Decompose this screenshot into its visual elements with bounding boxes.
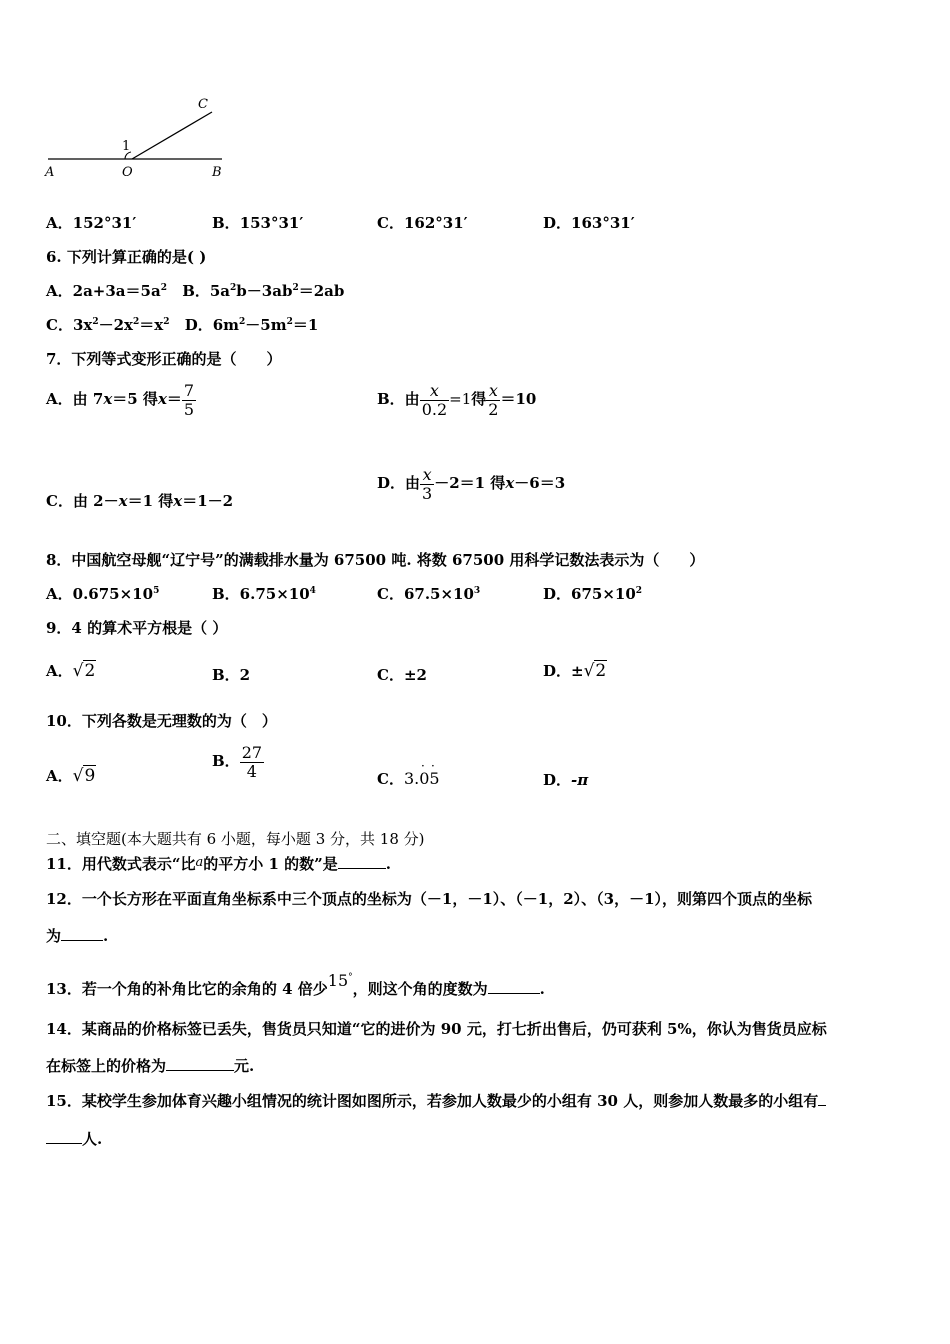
q7-option-c[interactable] bbox=[46, 490, 233, 511]
q10-a-prefix: A． bbox=[46, 767, 73, 785]
q11-var: a bbox=[195, 855, 204, 870]
q5-option-d[interactable] bbox=[543, 212, 635, 233]
q10-c-repeating-decimal bbox=[403, 759, 440, 788]
q6-d-sup2: 2 bbox=[286, 317, 293, 327]
q7-b-den1: 0.2 bbox=[421, 399, 448, 419]
q9-d-sqrt: √2 bbox=[583, 661, 607, 681]
q9-option-c[interactable]: C．±2 bbox=[377, 666, 427, 684]
q12-line1: 12．一个长方形在平面直角坐标系中三个顶点的坐标为（－1，－1）、（－1，2）、（3，－1），则第四个顶点的坐标 bbox=[46, 890, 813, 908]
q6-options-row2 bbox=[46, 314, 318, 335]
q6-b-text3: ＝2ab bbox=[298, 282, 345, 300]
q7-b-eq2: ＝10 bbox=[500, 390, 537, 409]
q7-d-var: x bbox=[505, 474, 515, 493]
q5-option-a[interactable] bbox=[46, 212, 136, 233]
q15-line2 bbox=[46, 1128, 102, 1149]
q6-option-d[interactable] bbox=[185, 316, 319, 334]
q10-b-den: 4 bbox=[240, 762, 264, 781]
q15-line2b: 人. bbox=[82, 1130, 103, 1148]
q12-line2b: . bbox=[103, 927, 109, 945]
q6-option-c[interactable] bbox=[46, 316, 169, 334]
q7-a-text2: ＝5 得 bbox=[112, 390, 158, 409]
label-c: C bbox=[198, 97, 208, 112]
q11-text2: 的平方小 1 的数”是 bbox=[203, 855, 338, 873]
q10-d-prefix: D． bbox=[543, 771, 572, 789]
q6-c-text3: ＝x bbox=[139, 316, 164, 334]
q7-b-text2: 得 bbox=[471, 390, 487, 409]
q10-option-d[interactable] bbox=[543, 769, 588, 790]
q8-b-sup: 4 bbox=[309, 586, 316, 596]
q7-a-text1: A．由 7 bbox=[46, 390, 104, 409]
q7-b-text1: B．由 bbox=[377, 390, 420, 409]
q7-d-text3: －6＝3 bbox=[514, 474, 566, 493]
q7-option-d[interactable] bbox=[377, 466, 565, 502]
q10-c-value: 3.05 bbox=[403, 769, 440, 788]
q6-options-row1 bbox=[46, 280, 344, 301]
q15-line1 bbox=[46, 1090, 826, 1111]
q7-c-var2: x bbox=[173, 492, 183, 510]
q6-option-a[interactable] bbox=[46, 282, 167, 300]
q7-a-var1: x bbox=[103, 390, 113, 409]
q9-a-prefix: A． bbox=[46, 662, 73, 680]
q9-d-rad: 2 bbox=[595, 661, 607, 681]
q6-b-sup1: 2 bbox=[230, 283, 237, 293]
q14-line1: 14．某商品的价格标签已丢失，售货员只知道“它的进价为 90 元，打七折出售后，仍可获利 5%，你认为售货员应标 bbox=[46, 1020, 827, 1038]
q6-d-sup1: 2 bbox=[239, 317, 246, 327]
q6-c-sup1: 2 bbox=[92, 317, 99, 327]
q6-b-sup2: 2 bbox=[292, 283, 299, 293]
q12-answer-blank[interactable] bbox=[61, 940, 103, 941]
q11-text1: 11．用代数式表示“比 bbox=[46, 855, 196, 873]
q14-line2 bbox=[46, 1055, 254, 1076]
q6-d-text3: ＝1 bbox=[292, 316, 319, 334]
q8-d-sup: 2 bbox=[635, 586, 643, 596]
q7-option-a[interactable] bbox=[46, 382, 196, 418]
q7-c-text1: C．由 2－ bbox=[46, 492, 119, 510]
q8-option-c[interactable] bbox=[377, 583, 480, 604]
label-1: 1 bbox=[122, 139, 131, 154]
q9-option-b[interactable]: B．2 bbox=[212, 666, 251, 684]
q9-stem: 9．4 的算术平方根是（ ） bbox=[46, 619, 228, 637]
q10-c-dot-2: · bbox=[430, 759, 435, 773]
q7-c-var1: x bbox=[118, 492, 128, 510]
q11 bbox=[46, 853, 391, 874]
q6-c-sup3: 2 bbox=[163, 317, 170, 327]
q13-num: 15 bbox=[327, 971, 349, 990]
q5-b-prefix: B． bbox=[212, 214, 240, 232]
q7-c-text2: ＝1 得 bbox=[127, 492, 174, 510]
q10-a-sqrt: √9 bbox=[72, 766, 96, 786]
q15-line1-text: 15．某校学生参加体育兴趣小组情况的统计图如图所示，若参加人数最少的小组有 30 人，则参加人数最多的小组有 bbox=[46, 1092, 819, 1110]
q6-b-text2: b－3ab bbox=[236, 282, 293, 300]
q10-stem: 10．下列各数是无理数的为（ ） bbox=[46, 712, 277, 730]
q7-d-text2: －2＝1 得 bbox=[434, 474, 506, 493]
q7-b-num2: x bbox=[488, 381, 498, 400]
q13-text1: 13．若一个角的补角比它的余角的 4 倍少 bbox=[46, 980, 328, 998]
q7-d-fraction bbox=[420, 466, 434, 502]
q6-c-text2: －2x bbox=[98, 316, 133, 334]
q8-c-sup: 3 bbox=[473, 586, 481, 596]
q6-a-sup: 2 bbox=[160, 283, 167, 293]
q9-a-rad: 2 bbox=[84, 661, 96, 681]
q13-angle bbox=[328, 971, 353, 990]
q6-d-text2: －5m bbox=[245, 316, 287, 334]
q5-option-b[interactable] bbox=[212, 212, 303, 233]
q9-a-sqrt: √2 bbox=[72, 661, 96, 681]
q7-b-num1: x bbox=[429, 381, 439, 400]
q7-b-fraction1 bbox=[420, 382, 449, 418]
q9-d-prefix: D．± bbox=[543, 662, 584, 680]
q8-option-b[interactable] bbox=[212, 583, 316, 604]
q8-b-text: B．6.75×10 bbox=[212, 585, 310, 603]
q5-c-prefix: C． bbox=[377, 214, 404, 232]
q5-d-value: 163°31′ bbox=[571, 214, 635, 232]
q8-stem: 8．中国航空母舰“辽宁号”的满载排水量为 67500 吨. 将数 67500 用科学记数法表示为（ ） bbox=[46, 551, 705, 569]
q13-text2: ，则这个角的度数为 bbox=[352, 980, 488, 998]
q7-a-den: 5 bbox=[183, 399, 195, 419]
q8-option-d[interactable] bbox=[543, 583, 642, 604]
q9-option-d[interactable] bbox=[543, 660, 607, 681]
q7-a-fraction bbox=[182, 382, 196, 418]
q5-a-value: 152°31′ bbox=[72, 214, 137, 232]
q13 bbox=[46, 971, 545, 999]
q8-c-text: C．67.5×10 bbox=[377, 585, 474, 603]
q8-a-text: A．0.675×10 bbox=[46, 585, 154, 603]
q5-d-prefix: D． bbox=[543, 214, 572, 232]
q6-stem: 6. 下列计算正确的是( ) bbox=[46, 248, 207, 266]
ray-oc bbox=[132, 112, 212, 159]
q14-answer-blank[interactable] bbox=[166, 1070, 234, 1071]
q7-d-den: 3 bbox=[422, 483, 433, 503]
q6-b-text1: B．5a bbox=[182, 282, 231, 300]
section-2-heading: 二、填空题(本大题共有 6 小题，每小题 3 分，共 18 分) bbox=[46, 830, 425, 848]
q12-line2a: 为 bbox=[46, 927, 62, 945]
label-o: O bbox=[122, 165, 133, 180]
q10-c-prefix: C． bbox=[377, 770, 404, 788]
q10-option-b[interactable] bbox=[212, 744, 264, 780]
q10-c-dot-1: · bbox=[420, 759, 425, 773]
q13-answer-blank[interactable] bbox=[488, 993, 540, 994]
q7-option-b[interactable] bbox=[377, 382, 536, 418]
q7-a-text3: ＝ bbox=[166, 390, 182, 409]
q10-a-rad: 9 bbox=[84, 766, 96, 786]
q6-a-text: A．2a+3a＝5a bbox=[46, 282, 161, 300]
q10-d-value: -π bbox=[571, 771, 589, 789]
q7-b-fraction2 bbox=[486, 382, 500, 418]
q7-a-var2: x bbox=[157, 390, 167, 409]
q8-d-text: D．675×10 bbox=[543, 585, 636, 603]
q10-option-c[interactable] bbox=[377, 759, 440, 789]
q10-option-a[interactable] bbox=[46, 765, 96, 786]
q5-b-value: 153°31′ bbox=[239, 214, 304, 232]
q11-text3: . bbox=[385, 855, 392, 873]
q7-b-eq1: =1 bbox=[449, 390, 472, 409]
q7-d-text1: D．由 bbox=[377, 474, 421, 493]
q6-c-text1: C．3x bbox=[46, 316, 93, 334]
q10-b-prefix: B． bbox=[212, 752, 240, 771]
q13-sup: ° bbox=[348, 972, 353, 983]
label-b: B bbox=[212, 165, 222, 180]
q14-line2b: 元. bbox=[234, 1057, 255, 1075]
q13-text3: . bbox=[539, 980, 545, 998]
q11-answer-blank[interactable] bbox=[338, 868, 386, 869]
q10-b-fraction bbox=[240, 744, 264, 780]
q12-line2 bbox=[46, 925, 108, 946]
q7-stem: 7．下列等式变形正确的是（ ） bbox=[46, 350, 282, 368]
q9-option-a[interactable] bbox=[46, 660, 96, 681]
q5-a-prefix: A． bbox=[46, 214, 73, 232]
label-a: A bbox=[45, 165, 55, 180]
q7-d-num: x bbox=[422, 465, 432, 484]
q7-a-num: 7 bbox=[183, 381, 195, 400]
q7-b-den2: 2 bbox=[488, 399, 499, 419]
q8-a-sup: 5 bbox=[153, 586, 160, 596]
q14-line2a: 在标签上的价格为 bbox=[46, 1057, 167, 1075]
q6-d-text1: D．6m bbox=[184, 316, 240, 334]
q5-option-c[interactable] bbox=[377, 212, 468, 233]
q5-c-value: 162°31′ bbox=[403, 214, 468, 232]
q15-answer-blank[interactable] bbox=[46, 1143, 82, 1144]
q6-option-b[interactable] bbox=[182, 282, 344, 300]
q6-c-sup2: 2 bbox=[132, 317, 140, 327]
angle-figure bbox=[40, 90, 240, 185]
q7-c-text3: ＝1－2 bbox=[182, 492, 234, 510]
q15-answer-blank-start[interactable] bbox=[818, 1105, 826, 1106]
q10-b-num: 27 bbox=[241, 743, 263, 762]
q8-option-a[interactable] bbox=[46, 583, 159, 604]
